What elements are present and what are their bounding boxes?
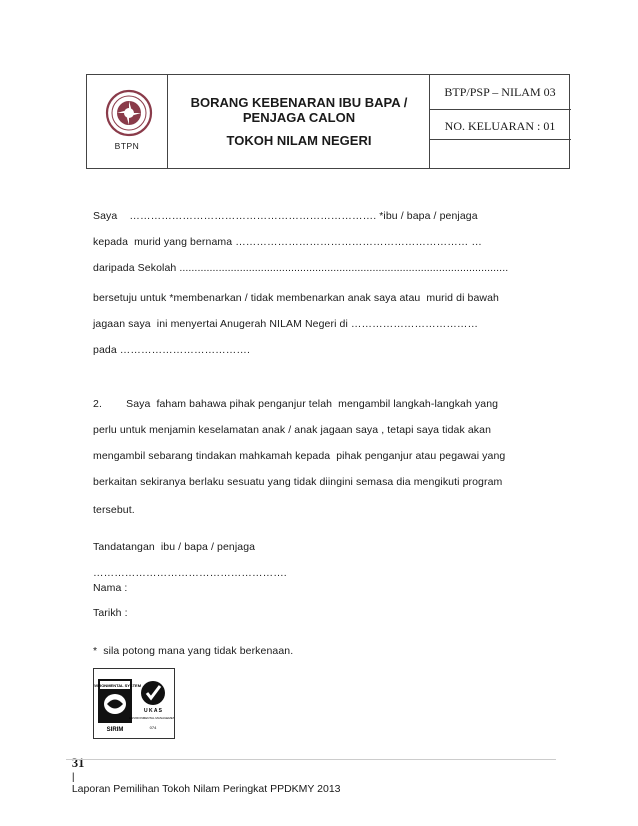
footer-rule [66,759,556,760]
body-line-student: kepada murid yang bernama ………………………………………………………… … [93,236,483,248]
paragraph-2-line: mengambil sebarang tindakan mahkamah kepada pihak penganjur atau pegawai yang [93,450,506,462]
body-line-parent: Saya ……………………………………………………………. *ibu / bapa / penjaga [93,210,478,222]
form-title: BORANG KEBENARAN IBU BAPA / PENJAGA CALON [190,95,408,125]
header-divider [429,139,571,140]
footer-text: Laporan Pemilihan Tokoh Nilam Peringkat PPDKMY 2013 [71,783,341,795]
page-number: 31 [71,756,85,770]
form-subtitle: TOKOH NILAM NEGERI [226,133,372,148]
paragraph-2-line: berkaitan sekiranya berlaku sesuatu yang tidak diingini semasa dia mengikuti program [93,476,503,488]
header-divider [167,75,168,168]
footer-separator: | [71,771,75,783]
certification-logos [93,668,175,739]
body-line-school: daripada Sekolah ............................................................................................................. [93,262,509,274]
org-label: BTPN [114,141,140,151]
ukas-sub-text: ENVIRONMENTAL MANAGEMENT [129,716,174,720]
paragraph-2-line: perlu untuk menjamin keselamatan anak / anak jagaan saya , tetapi saya tidak akan [93,424,492,436]
body-line-venue: jagaan saya ini menyertai Anugerah NILAM Negeri di ……………………………… [93,318,479,330]
form-header-table [86,74,570,169]
body-line-date: pada ………………………………. [93,344,250,356]
sirim-text: SIRIM [106,727,124,733]
body-line-consent: bersetuju untuk *membenarkan / tidak membenarkan anak saya atau murid di bawah [93,292,499,304]
btpn-logo-icon [105,89,153,137]
page-footer [66,744,341,795]
footnote: * sila potong mana yang tidak berkenaan. [93,645,294,657]
date-label: Tarikh : [93,607,128,619]
ukas-text: U K A S [144,708,162,714]
signature-label: Tandatangan ibu / bapa / penjaga [93,541,256,553]
reference-code: BTP/PSP – NILAM 03 [444,85,556,99]
env-system-text: ENVIRONMENTAL SYSTEM [94,683,142,688]
signature-line: ………………………………………………. [93,567,287,579]
name-label: Nama : [93,582,128,594]
header-divider [429,109,571,110]
issue-number: NO. KELUARAN : 01 [444,119,556,133]
ukas-number: 074 [149,725,157,730]
paragraph-2-line: tersebut. [93,504,135,516]
paragraph-2-line: 2. Saya faham bahawa pihak penganjur telah mengambil langkah-langkah yang [93,398,499,410]
sirim-ukas-logo-icon [94,669,174,738]
